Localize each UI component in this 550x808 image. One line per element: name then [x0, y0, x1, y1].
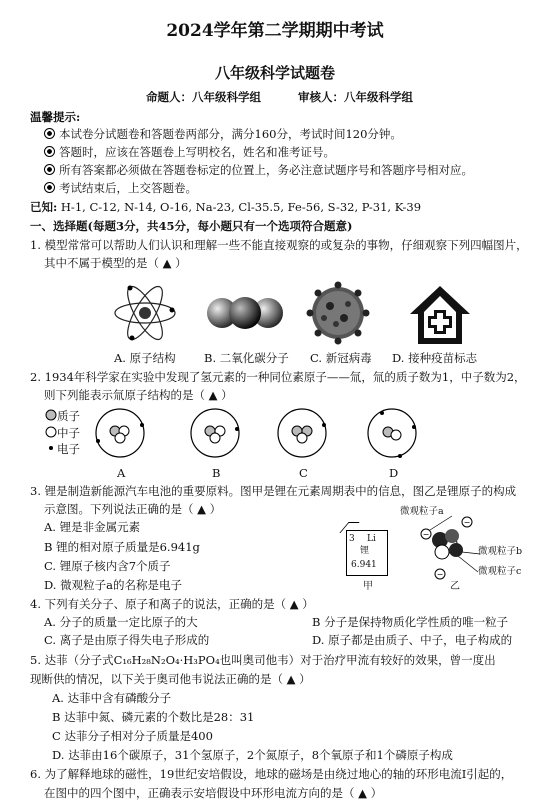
q5-option-a: A. 达菲中含有磷酸分子: [52, 691, 172, 705]
author-label: 命题人：八年级科学组: [146, 90, 261, 104]
atomic-number: 3: [349, 534, 355, 544]
legend-neutron: 中子: [57, 426, 80, 440]
bullet-icon: [44, 164, 55, 175]
q2-atom-figures: [90, 405, 420, 463]
tip-item: 答题时，应该在答题卷上写明校名，姓名和准考证号。: [44, 145, 335, 161]
svg-text:−: −: [422, 530, 430, 539]
known-masses: 已知: H-1, C-12, N-14, O-16, Na-23, Cl-35.5, Fe-56, S-32, P-31, K-39: [30, 200, 422, 214]
atom-c-icon: [278, 409, 326, 457]
q1-option-d: D. 接种疫苗标志: [392, 351, 478, 365]
q2-label-a: A: [117, 466, 126, 480]
atom-d-icon: [368, 409, 416, 458]
fig-jia-label: 甲: [363, 581, 373, 592]
bullet-icon: [44, 182, 55, 193]
lithium-atom-figure: [412, 512, 482, 582]
legend-electron: 电子: [57, 442, 80, 456]
periodic-cell: [346, 530, 388, 576]
q4-option-a: A. 分子的质量一定比原子的大: [44, 615, 198, 629]
tip-item: 本试卷分试题卷和答题卷两部分，满分160分，考试时间120分钟。: [44, 127, 402, 143]
q3-option-d: D. 微观粒子a的名称是电子: [44, 578, 182, 592]
exam-subtitle: 八年级科学试题卷: [214, 64, 335, 82]
q2-label-b: B: [212, 466, 221, 480]
svg-text:−: −: [436, 570, 444, 579]
q3-option-c: C. 锂原子核内含7个质子: [44, 559, 171, 573]
fig-yi-label: 乙: [450, 581, 460, 592]
q6-stem-line2: 在图中的四个图中，正确表示安培假设中环形电流方向的是（ ▲ ）: [44, 786, 383, 800]
particle-a-label: 微观粒子a: [400, 506, 444, 517]
atomic-mass: 6.941: [351, 560, 377, 570]
tip-item: 考试结束后，上交答题卷。: [44, 181, 197, 197]
atom-model-icon: [115, 282, 175, 344]
exam-title: 2024学年第二学期期中考试: [166, 21, 384, 41]
particle-c-label: 微观粒子c: [478, 566, 522, 577]
q1-option-a: A. 原子结构: [114, 351, 176, 365]
q5-stem-line1: 5. 达菲（分子式C₁₆H₂₈N₂O₄·H₃PO₄也叫奥司他韦）对于治疗甲流有较好的效果，曾一度出: [30, 653, 496, 667]
tips-heading: 温馨提示:: [30, 110, 81, 124]
q3-stem-line2: 示意图。下列说法正确的是（ ▲ ）: [44, 502, 222, 516]
tip-item: 所有答案都必须做在答题卷标定的位置上，务必注意试题序号和答题序号相对应。: [44, 163, 473, 179]
atom-a-icon: [96, 409, 144, 457]
q5-option-c: C 达菲分子相对分子质量是400: [52, 729, 213, 743]
q5-stem-line2: 现断供的情况，以下关于奥司他韦说法正确的是（ ▲ ）: [30, 672, 311, 686]
reviewer-label: 审核人：八年级科学组: [298, 90, 413, 104]
q1-figures: [110, 278, 490, 348]
element-symbol: Li: [367, 534, 376, 544]
atom-b-icon: [191, 409, 239, 457]
co2-molecule-icon: [207, 297, 283, 329]
q3-option-a: A. 锂是非金属元素: [44, 520, 141, 534]
q4-option-b: B 分子是保持物质化学性质的唯一粒子: [312, 615, 509, 629]
q4-stem: 4. 下列有关分子、原子和离子的说法，正确的是（ ▲ ）: [30, 597, 314, 611]
bullet-icon: [44, 128, 55, 139]
particle-b-label: 微观粒子b: [478, 546, 523, 557]
q2-label-c: C: [299, 466, 308, 480]
q4-option-d: D. 原子都是由质子、中子，电子构成的: [312, 633, 513, 647]
section-heading: 一、选择题(每题3分，共45分，每小题只有一个选项符合题意): [30, 219, 353, 233]
q2-label-d: D: [389, 466, 399, 480]
q6-stem-line1: 6. 为了解释地球的磁性，19世纪安培假设，地球的磁场是由绕过地心的轴的环形电流I引起的，: [30, 767, 513, 781]
q1-option-c: C. 新冠病毒: [310, 351, 372, 365]
virus-icon: [307, 282, 370, 345]
q3-option-b: B 锂的相对原子质量是6.941g: [44, 540, 200, 554]
element-name: 锂: [360, 546, 370, 556]
legend-proton: 质子: [57, 409, 80, 423]
q1-option-b: B. 二氧化碳分子: [204, 351, 289, 365]
bullet-icon: [44, 146, 55, 157]
q2-stem-line1: 2. 1934年科学家在实验中发现了氢元素的一种同位素原子——氚，氚的质子数为1，中子数为2，: [30, 370, 526, 384]
q3-stem-line1: 3. 锂是制造新能源汽车电池的重要原料。图甲是锂在元素周期表中的信息，图乙是锂原子的构成: [30, 484, 517, 498]
svg-text:−: −: [463, 518, 471, 527]
vaccine-logo-icon: [410, 286, 470, 344]
q1-stem-line2: 其中不属于模型的是（ ▲ ）: [44, 256, 187, 270]
q1-stem-line1: 1. 模型常常可以帮助人们认识和理解一些不能直接观察的或复杂的事物，仔细观察下列四幅图片，: [30, 238, 528, 252]
q5-option-b: B 达菲中氮、磷元素的个数比是28：31: [52, 710, 255, 724]
q5-option-d: D. 达菲由16个碳原子，31个氢原子，2个氮原子，8个氧原子和1个磷原子构成: [52, 748, 453, 762]
q2-stem-line2: 则下列能表示氚原子结构的是（ ▲ ）: [44, 388, 233, 402]
q4-option-c: C. 离子是由原子得失电子形成的: [44, 633, 210, 647]
